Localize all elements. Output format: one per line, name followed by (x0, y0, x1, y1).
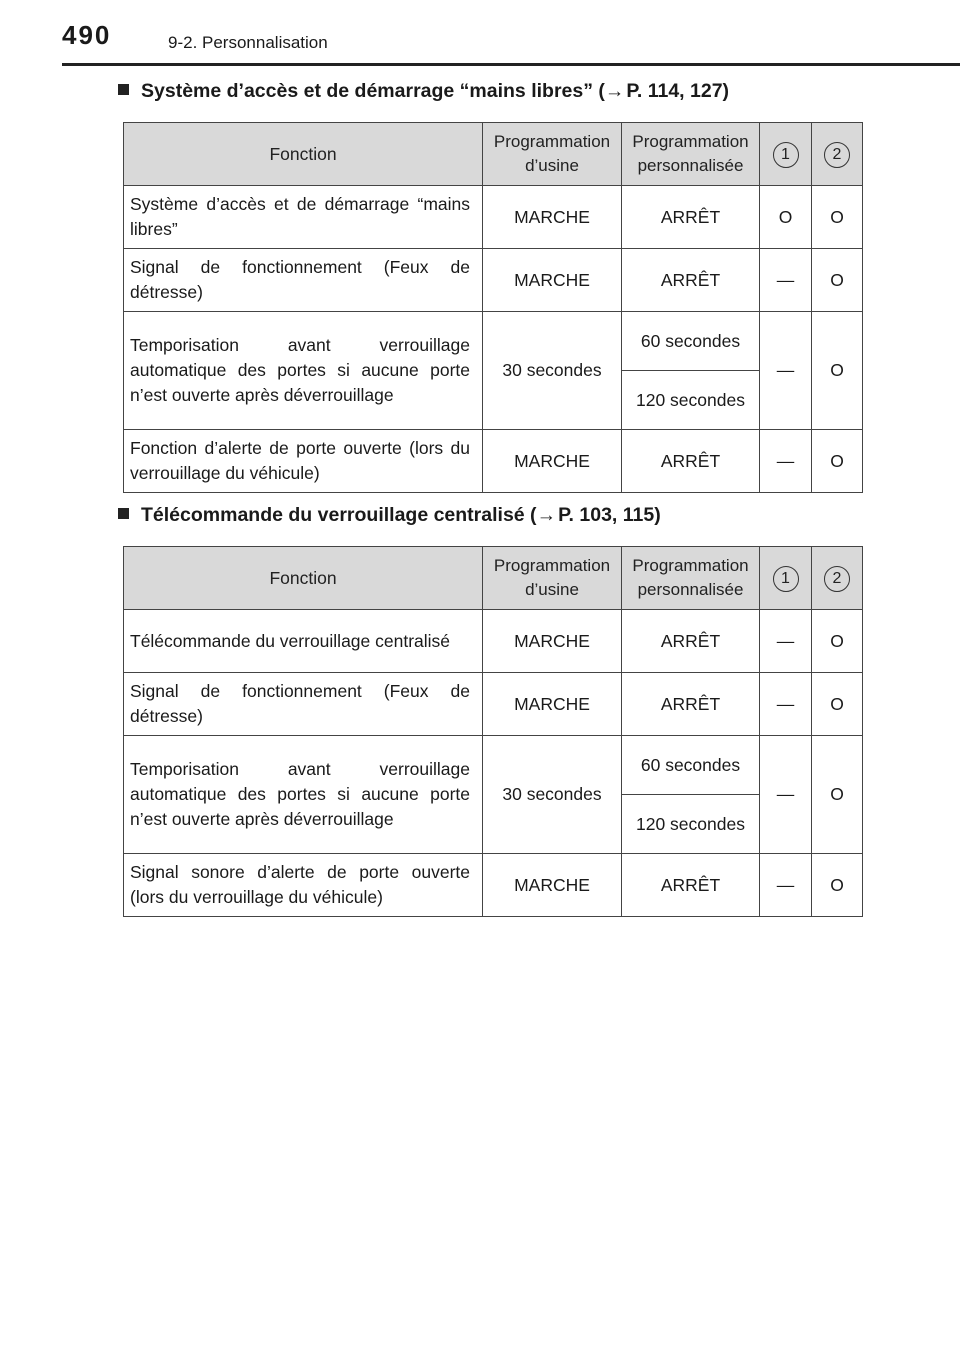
page-header (0, 0, 960, 68)
header-rule (62, 63, 960, 66)
cell-method-2: O (812, 186, 863, 249)
cell-perso: ARRÊT (622, 430, 760, 493)
cell-fonction: Système d’accès et de démarrage “mains libres” (124, 186, 483, 249)
table-row (124, 854, 863, 917)
cell-fonction: Signal sonore d’alerte de porte ouverte (lors du verrouillage du véhicule) (124, 854, 483, 917)
cell-perso-option-b: 120 secondes (622, 795, 760, 854)
col-programmation-personnalisee: Programmation personnalisée (622, 123, 760, 186)
col-fonction: Fonction (124, 123, 483, 186)
cell-usine: 30 secondes (483, 312, 622, 430)
table-row (124, 249, 863, 312)
cell-fonction: Télécommande du verrouillage centralisé (124, 610, 483, 673)
cell-method-2: O (812, 249, 863, 312)
cell-method-1: — (760, 736, 812, 854)
col-method-1 (760, 547, 812, 610)
square-bullet-icon (118, 84, 129, 95)
cell-usine: MARCHE (483, 249, 622, 312)
cell-method-1: — (760, 249, 812, 312)
cell-method-2: O (812, 610, 863, 673)
cell-perso: ARRÊT (622, 673, 760, 736)
circled-1-icon: 1 (773, 566, 799, 592)
cell-perso-option-b: 120 secondes (622, 371, 760, 430)
cell-fonction: Signal de fonctionnement (Feux de détresse) (124, 249, 483, 312)
cell-fonction: Fonction d’alerte de porte ouverte (lors du verrouillage du véhicule) (124, 430, 483, 493)
table-header-row (124, 547, 863, 610)
cell-method-1: — (760, 610, 812, 673)
col-method-1 (760, 123, 812, 186)
page-number: 490 (62, 20, 112, 50)
cell-method-1: — (760, 430, 812, 493)
cell-perso: ARRÊT (622, 186, 760, 249)
circled-1-icon: 1 (773, 142, 799, 168)
cell-fonction: Temporisation avant verrouillage automatique des portes si aucune porte n’est ouverte après déverrouillage (124, 312, 483, 430)
table-mains-libres (123, 122, 863, 493)
cell-perso-option-a: 60 secondes (622, 312, 760, 371)
cell-perso: ARRÊT (622, 610, 760, 673)
cell-method-2: O (812, 736, 863, 854)
cell-method-2: O (812, 430, 863, 493)
table-row (124, 430, 863, 493)
col-method-2 (812, 123, 863, 186)
cell-usine: MARCHE (483, 610, 622, 673)
cell-usine: 30 secondes (483, 736, 622, 854)
cell-method-1: — (760, 673, 812, 736)
heading-mains-libres: Système d’accès et de démarrage “mains libres” (→ P. 114, 127) (118, 82, 729, 102)
cell-perso-option-a: 60 secondes (622, 736, 760, 795)
square-bullet-icon (118, 508, 129, 519)
heading-telecommande: Télécommande du verrouillage centralisé (→ P. 103, 115) (118, 506, 661, 526)
cell-usine: MARCHE (483, 673, 622, 736)
arrow-right-icon: → (536, 504, 557, 526)
col-programmation-personnalisee: Programmation personnalisée (622, 547, 760, 610)
table-header-row (124, 123, 863, 186)
cell-usine: MARCHE (483, 430, 622, 493)
table-row (124, 610, 863, 673)
table-telecommande (123, 546, 863, 917)
cell-fonction: Temporisation avant verrouillage automatique des portes si aucune porte n’est ouverte après déverrouillage (124, 736, 483, 854)
col-programmation-usine: Programmation d’usine (483, 123, 622, 186)
col-fonction: Fonction (124, 547, 483, 610)
table-row (124, 186, 863, 249)
cell-perso: ARRÊT (622, 249, 760, 312)
table-row (124, 312, 863, 371)
cell-method-1: O (760, 186, 812, 249)
cell-method-2: O (812, 854, 863, 917)
cell-usine: MARCHE (483, 854, 622, 917)
cell-method-2: O (812, 673, 863, 736)
col-programmation-usine: Programmation d’usine (483, 547, 622, 610)
table-row (124, 673, 863, 736)
section-title: 9-2. Personnalisation (168, 33, 328, 52)
table-row (124, 736, 863, 795)
arrow-right-icon: → (604, 80, 625, 102)
cell-usine: MARCHE (483, 186, 622, 249)
circled-2-icon: 2 (824, 142, 850, 168)
cell-method-2: O (812, 312, 863, 430)
cell-method-1: — (760, 854, 812, 917)
cell-perso: ARRÊT (622, 854, 760, 917)
cell-fonction: Signal de fonctionnement (Feux de détresse) (124, 673, 483, 736)
col-method-2 (812, 547, 863, 610)
cell-method-1: — (760, 312, 812, 430)
circled-2-icon: 2 (824, 566, 850, 592)
